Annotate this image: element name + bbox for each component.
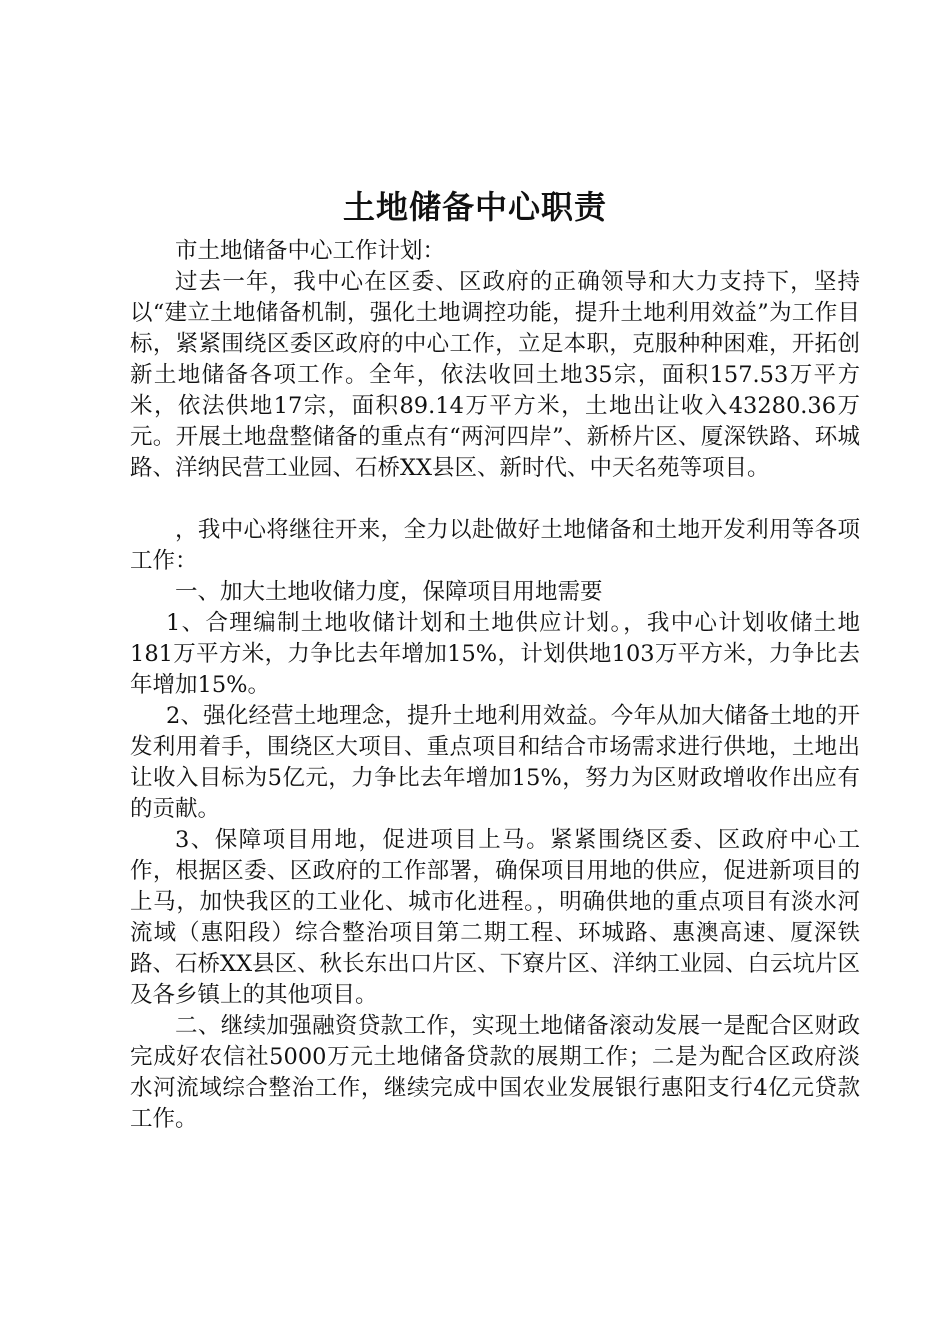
section-heading-2: 二、继续加强融资贷款工作，实现土地储备滚动发展一是配合区财政完成好农信社5000万元土地储备贷款的展期工作；二是为配合区政府淡水河流域综合整治工作，继续完成中国农业发展银行惠阳支行4亿元贷款工作。 [130,1013,860,1132]
paragraph-plan-lead: ，我中心将继往开来，全力以赴做好土地储备和土地开发利用等各项工作： [130,517,860,574]
paragraph-item-2: 2、强化经营土地理念，提升土地利用效益。今年从加大储备土地的开发利用着手，围绕区大项目、重点项目和结合市场需求进行供地，土地出让收入目标为5亿元，力争比去年增加15%，努力为区财政增收作出应有的贡献。 [130,703,860,822]
document-body [130,236,860,1135]
paragraph-intro: 市土地储备中心工作计划： [175,238,446,264]
paragraph-spacer [130,484,860,515]
section-heading-1: 一、加大土地收储力度，保障项目用地需要 [175,579,603,605]
paragraph-item-3: 3、保障项目用地，促进项目上马。紧紧围绕区委、区政府中心工作，根据区委、区政府的工作部署，确保项目用地的供应，促进新项目的上马，加快我区的工业化、城市化进程。，明确供地的重点项目有淡水河流域（惠阳段）综合整治项目第二期工程、环城路、惠澳高速、厦深铁路、石桥XX县区、秋长东出口片区、下寮片区、洋纳工业园、白云坑片区及各乡镇上的其他项目。 [130,827,860,1008]
paragraph-item-1: 1、合理编制土地收储计划和土地供应计划。，我中心计划收储土地181万平方米，力争比去年增加15%，计划供地103万平方米，力争比去年增加15%。 [130,610,860,698]
paragraph-review: 过去一年，我中心在区委、区政府的正确领导和大力支持下，坚持以“建立土地储备机制，强化土地调控功能，提升土地利用效益”为工作目标，紧紧围绕区委区政府的中心工作，立足本职，克服种种困难，开拓创新土地储备各项工作。全年，依法收回土地35宗，面积157.53万平方米，依法供地17宗，面积89.14万平方米，土地出让收入43280.36万元。开展土地盘整储备的重点有“两河四岸”、新桥片区、厦深铁路、环城路、洋纳民营工业园、石桥XX县区、新时代、中天名苑等项目。 [130,269,860,481]
document-title: 土地储备中心职责 [342,188,607,226]
